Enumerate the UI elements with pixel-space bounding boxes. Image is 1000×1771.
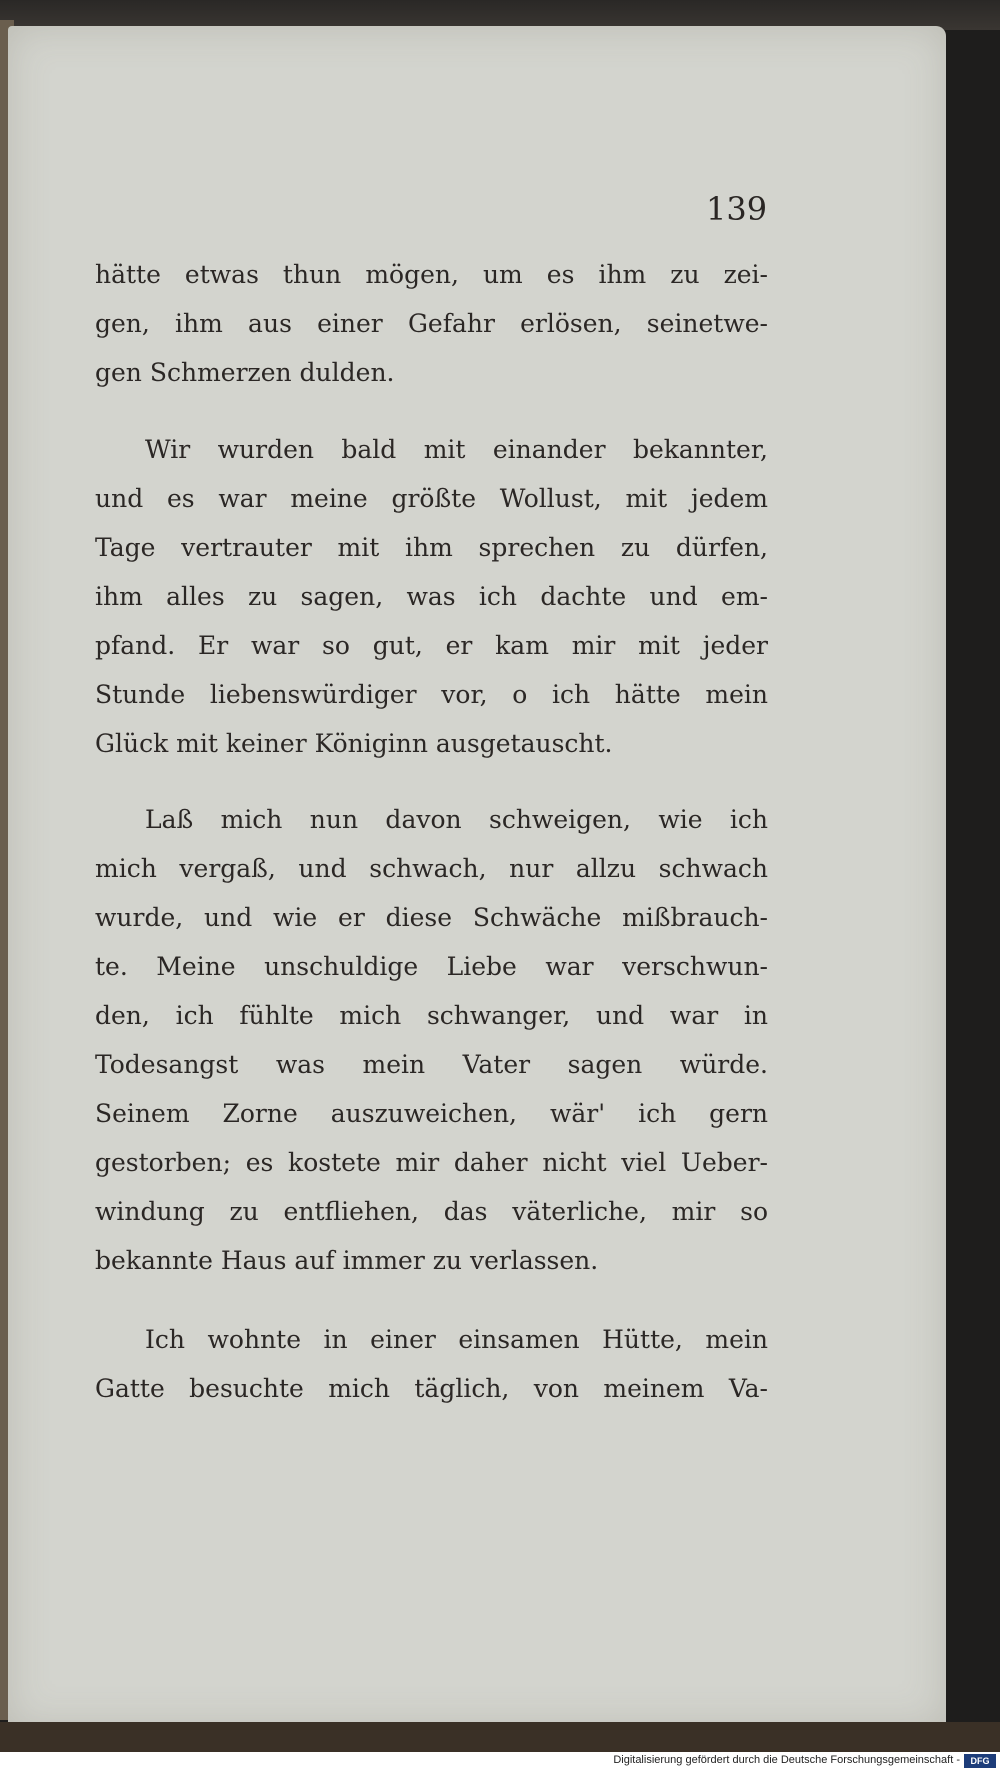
- text-line: gen, ihm aus einer Gefahr erlösen, seinetwe-: [95, 309, 768, 338]
- paragraph-2: [95, 425, 768, 768]
- scan-background-bottom: [0, 1722, 1000, 1752]
- text-line: Todesangst was mein Vater sagen würde.: [95, 1050, 768, 1079]
- text-line: gestorben; es kostete mir daher nicht viel Ueber-: [95, 1148, 768, 1177]
- paragraph-1: [95, 250, 768, 397]
- text-line: Tage vertrauter mit ihm sprechen zu dürfen,: [95, 533, 768, 562]
- paragraph-4: [95, 1315, 768, 1413]
- footer-credit: Digitalisierung gefördert durch die Deutsche Forschungsgemeinschaft -: [613, 1754, 960, 1766]
- text-line: Wir wurden bald mit einander bekannter,: [145, 435, 768, 464]
- text-line: te. Meine unschuldige Liebe war verschwun-: [95, 952, 768, 981]
- text-line: Glück mit keiner Königinn ausgetauscht.: [95, 729, 613, 758]
- text-line: den, ich fühlte mich schwanger, und war in: [95, 1001, 768, 1030]
- text-line: Gatte besuchte mich täglich, von meinem Va-: [95, 1374, 768, 1403]
- text-line: Seinem Zorne auszuweichen, wär' ich gern: [95, 1099, 768, 1128]
- text-line: hätte etwas thun mögen, um es ihm zu zei-: [95, 260, 768, 289]
- footer-bar: [0, 1752, 1000, 1771]
- text-line: mich vergaß, und schwach, nur allzu schwach: [95, 854, 768, 883]
- text-line: wurde, und wie er diese Schwäche mißbrauch-: [95, 903, 768, 932]
- text-line: Laß mich nun davon schweigen, wie ich: [145, 805, 768, 834]
- page-number: 139: [706, 190, 768, 228]
- text-line: pfand. Er war so gut, er kam mir mit jeder: [95, 631, 768, 660]
- text-line: Ich wohnte in einer einsamen Hütte, mein: [145, 1325, 768, 1354]
- paragraph-3: [95, 795, 768, 1285]
- text-line: windung zu entfliehen, das väterliche, mir so: [95, 1197, 768, 1226]
- text-line: gen Schmerzen dulden.: [95, 358, 395, 387]
- dfg-logo-icon: DFG: [964, 1754, 996, 1768]
- text-line: ihm alles zu sagen, was ich dachte und em-: [95, 582, 768, 611]
- text-line: Stunde liebenswürdiger vor, o ich hätte mein: [95, 680, 768, 709]
- text-line: und es war meine größte Wollust, mit jedem: [95, 484, 768, 513]
- text-line: bekannte Haus auf immer zu verlassen.: [95, 1246, 599, 1275]
